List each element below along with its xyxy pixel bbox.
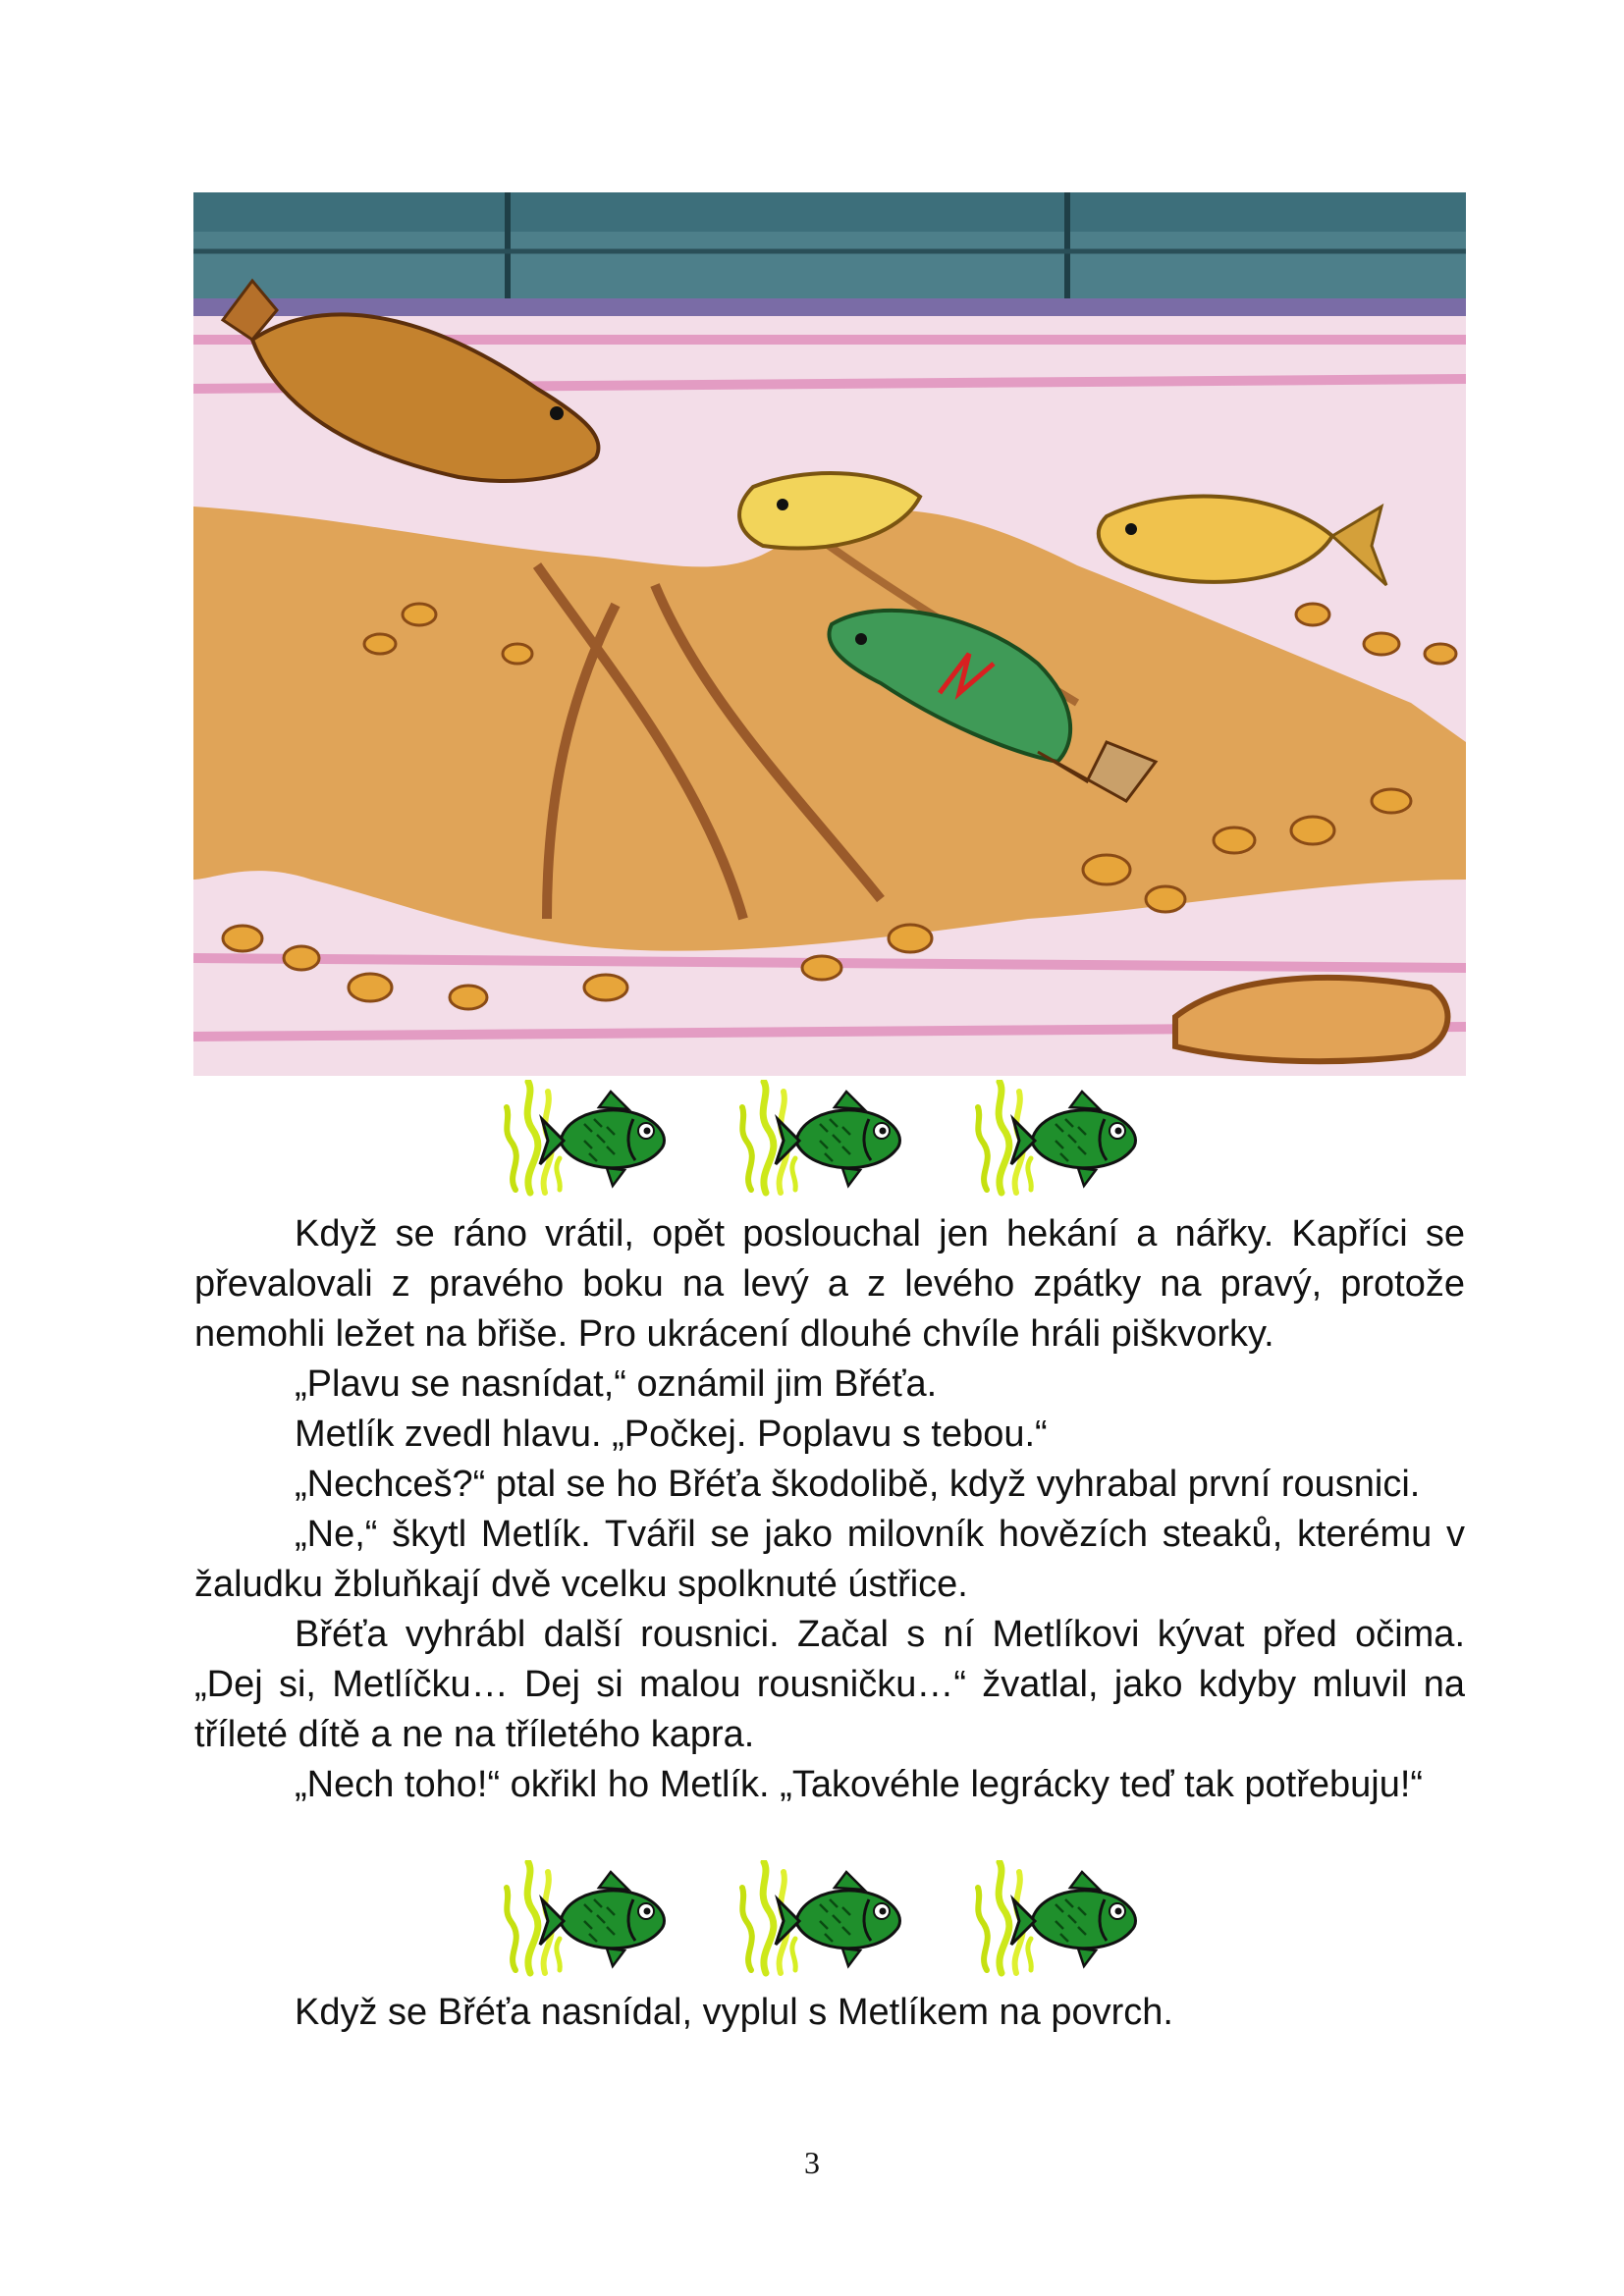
illustration — [193, 192, 1466, 1076]
fish-divider — [491, 1080, 1139, 1198]
paragraph: „Ne,“ škytl Metlík. Tvářil se jako milovník hovězích steaků, kterému v žaludku žbluňkají dvě vcelku spolknuté ústřice. — [194, 1514, 1465, 1605]
paragraph: „Nech toho!“ okřikl ho Metlík. „Takovéhle legrácky teď tak potřebuju!“ — [295, 1764, 1424, 1805]
paragraph: Břéťa vyhrábl další rousnici. Začal s ní Metlíkovi kývat před očima. „Dej si, Metlíčku… Dej si malou rousničku…“ žvatlal, jako kdyby mluvil na tříleté dítě a ne na tříletého kapra. — [194, 1614, 1465, 1755]
fish-seaweed-icon — [491, 1860, 668, 1978]
story-text — [194, 1988, 1465, 2038]
fish-divider — [491, 1860, 1139, 1978]
story-text — [194, 1209, 1465, 1810]
fish-seaweed-icon — [962, 1860, 1139, 1978]
fish-seaweed-icon — [727, 1860, 903, 1978]
page-number: 3 — [804, 2145, 820, 2180]
fish-seaweed-icon — [962, 1080, 1139, 1198]
paragraph: Metlík zvedl hlavu. „Počkej. Poplavu s tebou.“ — [295, 1414, 1048, 1455]
paragraph: Když se ráno vrátil, opět poslouchal jen hekání a nářky. Kapříci se převalovali z pravého boku na levý a z levého zpátky na pravý, protože nemohli ležet na břiše. Pro ukrácení dlouhé chvíle hráli piškvorky. — [194, 1213, 1465, 1355]
fish-seaweed-icon — [491, 1080, 668, 1198]
fish-seaweed-icon — [727, 1080, 903, 1198]
paragraph: „Nechceš?“ ptal se ho Břéťa škodolibě, když vyhrabal první rousnici. — [295, 1464, 1421, 1505]
paragraph: Když se Břéťa nasnídal, vyplul s Metlíkem na povrch. — [295, 1992, 1173, 2033]
paragraph: „Plavu se nasnídat,“ oznámil jim Břéťa. — [295, 1363, 938, 1405]
